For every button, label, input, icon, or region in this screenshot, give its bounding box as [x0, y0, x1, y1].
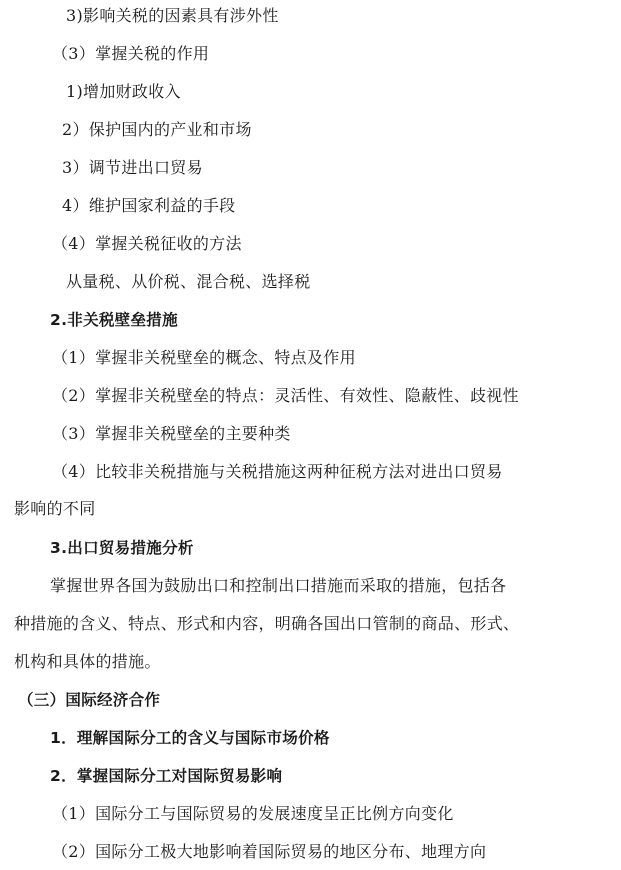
text-line-14: 影响的不同 [14, 499, 96, 518]
text-line-1: 3)影响关税的因素具有涉外性 [66, 6, 279, 25]
text-line-8: 从量税、从价税、混合税、选择税 [66, 272, 311, 291]
text-line-10: （1）掌握非关税壁垒的概念、特点及作用 [52, 348, 356, 367]
text-line-4: 2）保护国内的产业和市场 [62, 120, 252, 139]
text-line-11: （2）掌握非关税壁垒的特点：灵活性、有效性、隐蔽性、歧视性 [52, 386, 519, 405]
subheading-division-impact: 2．掌握国际分工对国际贸易影响 [50, 767, 283, 785]
text-line-17: 种措施的含义、特点、形式和内容，明确各国出口管制的商品、形式、 [14, 614, 520, 633]
text-line-5: 3）调节进出口贸易 [62, 158, 203, 177]
text-line-7: （4）掌握关税征收的方法 [52, 234, 242, 253]
text-line-22: （1）国际分工与国际贸易的发展速度呈正比例方向变化 [52, 804, 454, 823]
text-line-16: 掌握世界各国为鼓励出口和控制出口措施而采取的措施，包括各 [50, 576, 507, 595]
text-line-3: 1)增加财政收入 [66, 82, 181, 101]
text-line-23: （2）国际分工极大地影响着国际贸易的地区分布、地理方向 [52, 842, 487, 861]
section-heading-cooperation: （三）国际经济合作 [18, 691, 161, 709]
text-line-13: （4）比较非关税措施与关税措施这两种征税方法对进出口贸易 [52, 462, 503, 481]
section-heading-export: 3.出口贸易措施分析 [50, 539, 194, 557]
text-line-2: （3）掌握关税的作用 [52, 44, 210, 63]
section-heading-non-tariff: 2.非关税壁垒措施 [50, 311, 178, 329]
text-line-12: （3）掌握非关税壁垒的主要种类 [52, 424, 291, 443]
text-line-6: 4）维护国家利益的手段 [62, 196, 236, 215]
subheading-division-meaning: 1．理解国际分工的含义与国际市场价格 [50, 729, 330, 747]
text-line-18: 机构和具体的措施。 [14, 652, 161, 671]
